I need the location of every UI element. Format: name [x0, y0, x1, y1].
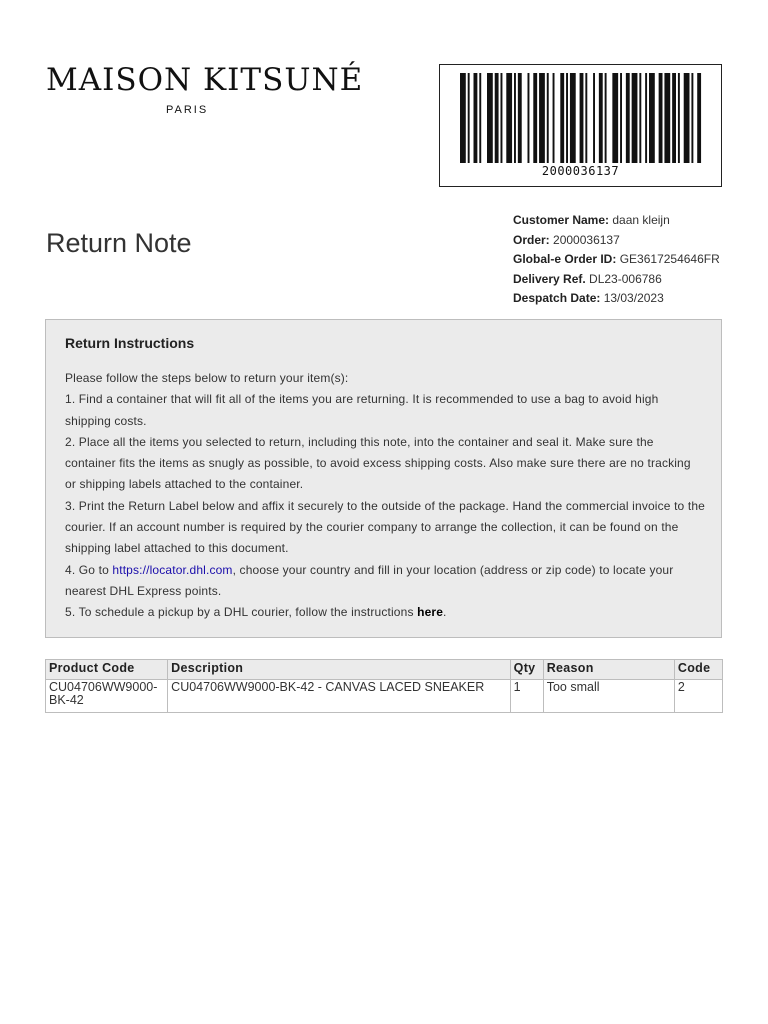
- barcode-bar: [620, 73, 622, 163]
- barcode-bar: [539, 73, 545, 163]
- barcode-bar: [659, 73, 663, 163]
- barcode-bar: [501, 73, 503, 163]
- instructions-step-3: 3. Print the Return Label below and affix it securely to the outside of the package. Hand the commercial invoice to the courier. If an account number is required by the courier company to arrange the collection, it can be found on the shipping label attached to this document.: [65, 498, 705, 556]
- order-info-row: [513, 231, 720, 251]
- order-info-value: GE3617254646FR: [619, 252, 720, 266]
- order-info-value: 2000036137: [553, 232, 620, 247]
- barcode-bar: [697, 73, 701, 163]
- barcode-bar: [632, 73, 638, 163]
- barcode-bar: [664, 73, 670, 163]
- order-info: [513, 211, 720, 309]
- barcode: [439, 64, 722, 187]
- step-4-suffix: , choose your country and fill in your location (address or zip code) to locate your nearest DHL Express points.: [65, 562, 674, 598]
- barcode-bar: [649, 73, 655, 163]
- barcode-bar: [553, 73, 555, 163]
- barcode-bar: [570, 73, 576, 163]
- instructions-title: Return Instructions: [65, 335, 195, 351]
- header-reason: Reason: [543, 660, 674, 680]
- page-title: Return Note: [46, 228, 192, 258]
- barcode-bar: [585, 73, 587, 163]
- barcode-bar: [506, 73, 512, 163]
- instructions-step-5: [65, 602, 705, 623]
- barcode-bar: [487, 73, 493, 163]
- dhl-locator-link[interactable]: https://locator.dhl.com: [112, 562, 233, 577]
- barcode-bar: [495, 73, 499, 163]
- order-info-value: 13/03/2023: [603, 291, 664, 305]
- order-info-row: [513, 211, 720, 231]
- order-info-value: daan kleijn: [612, 213, 670, 227]
- barcode-bar: [560, 73, 564, 163]
- barcode-bar: [678, 73, 680, 163]
- barcode-bar: [474, 73, 478, 163]
- order-info-row: [513, 270, 720, 290]
- barcode-bar: [514, 73, 516, 163]
- order-info-row: [513, 289, 720, 309]
- barcode-bar: [518, 73, 522, 163]
- pickup-instructions-link[interactable]: here: [417, 605, 444, 620]
- order-info-label: Delivery Ref.: [513, 271, 586, 286]
- instructions-step-4: [65, 560, 705, 603]
- barcode-bars: [460, 73, 703, 163]
- barcode-bar: [612, 73, 618, 163]
- header-qty: Qty: [510, 660, 543, 680]
- header-product-code: Product Code: [46, 660, 168, 680]
- order-info-label: Despatch Date:: [513, 291, 601, 305]
- barcode-bar: [547, 73, 549, 163]
- step-4-prefix: 4. Go to: [65, 562, 113, 577]
- header-code: Code: [674, 660, 722, 680]
- return-items-table: [45, 659, 723, 713]
- barcode-bar: [691, 73, 693, 163]
- step-5-prefix: 5. To schedule a pickup by a DHL courier, follow the instructions: [65, 605, 418, 620]
- barcode-bar: [528, 73, 530, 163]
- barcode-bar: [566, 73, 568, 163]
- barcode-bar: [684, 73, 690, 163]
- order-info-label: Global-e Order ID:: [513, 252, 617, 266]
- barcode-bar: [593, 73, 595, 163]
- barcode-bar: [672, 73, 676, 163]
- instructions-step-2: 2. Place all the items you selected to return, including this note, into the container and seal it. Make sure the container fits the items as snugly as possible, to avoid excess shipping costs. Also make sure there are no tracking or shipping labels attached to the container.: [65, 434, 691, 492]
- cell-qty: 1: [510, 680, 543, 713]
- table-header-row: [46, 660, 723, 680]
- barcode-bar: [460, 73, 466, 163]
- step-5-suffix: .: [443, 605, 447, 620]
- brand-name: MAISON KITSUNÉ: [46, 62, 364, 98]
- cell-reason: Too small: [543, 680, 674, 713]
- barcode-bar: [639, 73, 641, 163]
- instructions-step-1: 1. Find a container that will fit all of the items you are returning. It is recommended to use a bag to avoid high shipping costs.: [65, 392, 659, 428]
- cell-product-code: CU04706WW9000-BK-42: [46, 680, 168, 713]
- brand-logo: [46, 62, 364, 116]
- brand-city: PARIS: [166, 104, 209, 116]
- barcode-bar: [533, 73, 537, 163]
- header-description: Description: [168, 660, 511, 680]
- order-info-value: DL23-006786: [589, 271, 662, 286]
- cell-code: 2: [674, 680, 722, 713]
- barcode-number: 2000036137: [541, 164, 620, 178]
- barcode-bar: [626, 73, 630, 163]
- barcode-bar: [645, 73, 647, 163]
- barcode-bar: [580, 73, 584, 163]
- order-info-label: Order:: [513, 232, 550, 247]
- instructions-body: [65, 368, 705, 624]
- return-instructions-panel: [45, 319, 722, 638]
- instructions-intro: Please follow the steps below to return your item(s):: [65, 371, 349, 385]
- barcode-bar: [605, 73, 607, 163]
- order-info-label: Customer Name:: [513, 213, 610, 227]
- table-row: [46, 680, 723, 713]
- order-info-row: [513, 250, 720, 270]
- barcode-bar: [468, 73, 470, 163]
- cell-description: CU04706WW9000-BK-42 - CANVAS LACED SNEAKER: [168, 680, 511, 713]
- barcode-bar: [479, 73, 481, 163]
- barcode-bar: [599, 73, 603, 163]
